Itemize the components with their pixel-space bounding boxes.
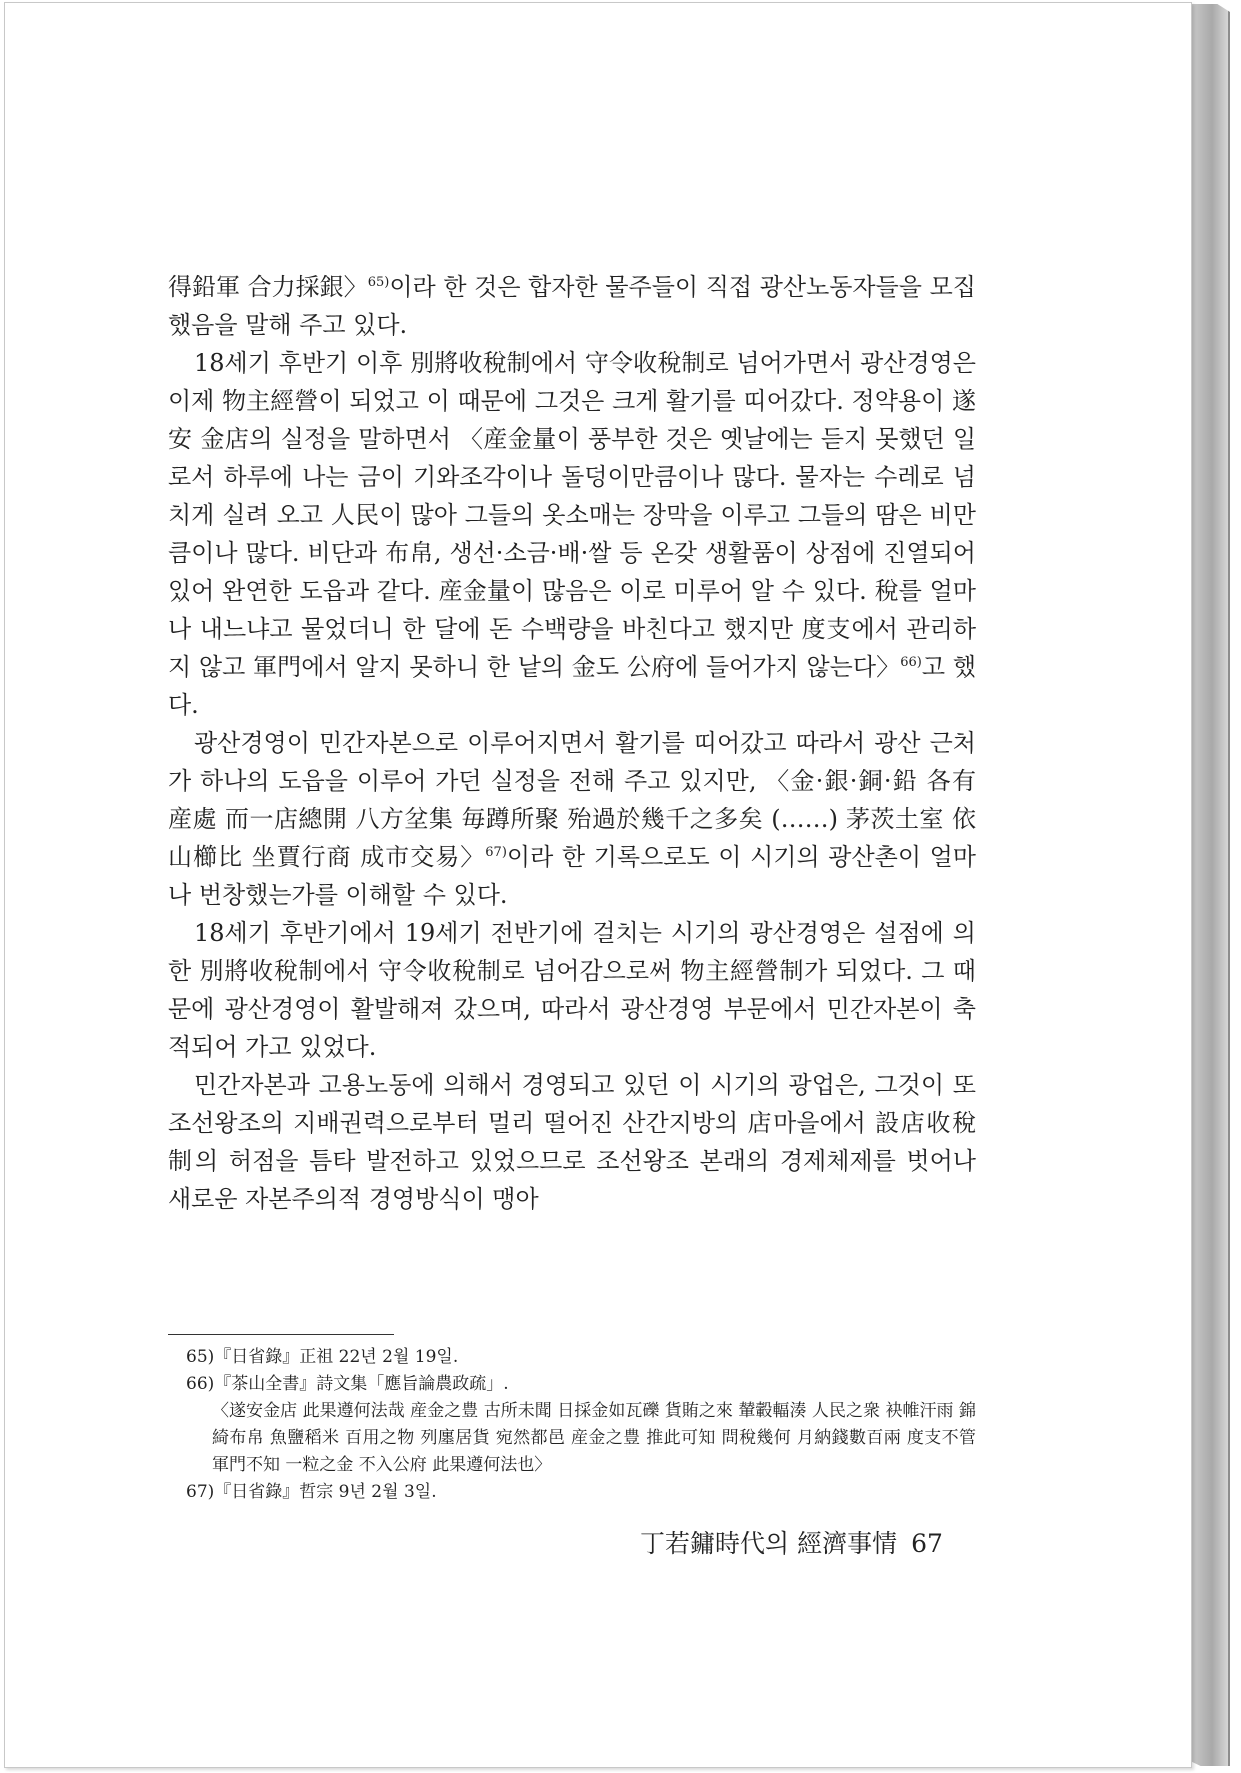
footnote: 65)『日省錄』正祖 22년 2월 19일. — [186, 1347, 459, 1367]
footnote-ref: 66) — [900, 655, 922, 670]
footnote-ref: 67) — [485, 845, 507, 860]
running-title: 丁若鏞時代의 經濟事情 — [640, 1529, 898, 1558]
paragraph-text: 광산경영이 민간자본으로 이루어지면서 활기를 띠어갔고 따라서 광산 근처가 하나의 도읍을 이루어 가던 실정을 전해 주고 있지만, 〈金·銀·銅·鉛 各有産處 而一店總開 八方坌集 毎蹲所聚 殆過於幾千之多矣 (……) 茅茨土室 依山櫛比 坐賈行商 成市交易〉 — [168, 729, 976, 871]
paragraph — [168, 724, 976, 914]
paragraph — [168, 914, 976, 1066]
paragraph-text: 이라 한 것은 합자한 물주들이 직접 광산노동자들을 모집했음을 말해 주고 있다. — [168, 273, 976, 339]
paragraph — [168, 268, 976, 344]
paragraph — [168, 1066, 976, 1218]
footnote-ref: 65) — [367, 275, 390, 290]
paragraph-text: 18세기 후반기 이후 別將收稅制에서 守令收稅制로 넘어가면서 광산경영은 이제 物主經營이 되었고 이 때문에 그것은 크게 활기를 띠어갔다. 정약용이 遂安 金店의 실정을 말하면서 〈産金量이 풍부한 것은 옛날에는 듣지 못했던 일로서 하루에 나는 금이 기와조각이나 돌덩이만큼이나 많다. 물자는 수레로 넘치게 실려 오고 人民이 많아 그들의 옷소매는 장막을 이루고 그들의 땀은 비만큼이나 많다. 비단과 布帛, 생선·소금·배·쌀 등 온갖 생활품이 상점에 진열되어 있어 완연한 도읍과 같다. 産金量이 많음은 이로 미루어 알 수 있다. 稅를 얼마나 내느냐고 물었더니 한 달에 돈 수백량을 바친다고 했지만 度支에서 관리하지 않고 軍門에서 알지 못하니 한 낱의 金도 公府에 들어가지 않는다〉 — [168, 349, 976, 681]
paragraph — [168, 344, 976, 724]
footnote: 66)『茶山全書』詩文集「應旨論農政疏」. — [186, 1374, 509, 1394]
footnote: 67)『日省錄』哲宗 9년 2월 3일. — [186, 1482, 437, 1502]
paragraph-text: 고 했다. — [168, 653, 977, 719]
footnote-quotation: 〈遂安金店 此果遵何法哉 産金之豊 古所未聞 日採金如瓦礫 貨賄之來 輦轂輻湊 人民之衆 袂帷汗雨 錦綺布帛 魚鹽稻米 百用之物 列廛居貨 宛然都邑 産金之豊 推此可知 問稅幾何 月納錢數百兩 度支不管 軍門不知 一粒之金 不入公府 此果遵何法也〉 — [212, 1401, 976, 1475]
footnotes — [186, 1344, 986, 1506]
body-text — [168, 268, 976, 1218]
page-edge-stack — [1188, 4, 1230, 1766]
footnote-divider — [168, 1334, 394, 1335]
paragraph-text: 이라 한 기록으로도 이 시기의 광산촌이 얼마나 번창했는가를 이해할 수 있다. — [168, 843, 976, 909]
paragraph-text: 得鉛軍 合力採銀〉 — [168, 273, 368, 301]
page-number: 67 — [911, 1529, 943, 1558]
running-footer — [640, 1524, 943, 1560]
paragraph-text: 18세기 후반기에서 19세기 전반기에 걸치는 시기의 광산경영은 설점에 의한 別將收稅制에서 守令收稅制로 넘어감으로써 物主經營制가 되었다. 그 때문에 광산경영이 활발해져 갔으며, 따라서 광산경영 부문에서 민간자본이 축적되어 가고 있었다. — [168, 919, 976, 1061]
paragraph-text: 민간자본과 고용노동에 의해서 경영되고 있던 이 시기의 광업은, 그것이 또 조선왕조의 지배권력으로부터 멀리 떨어진 산간지방의 店마을에서 設店收稅制의 허점을 틈타 발전하고 있었으므로 조선왕조 본래의 경제체제를 벗어나 새로운 자본주의적 경영방식이 맹아 — [168, 1071, 976, 1213]
